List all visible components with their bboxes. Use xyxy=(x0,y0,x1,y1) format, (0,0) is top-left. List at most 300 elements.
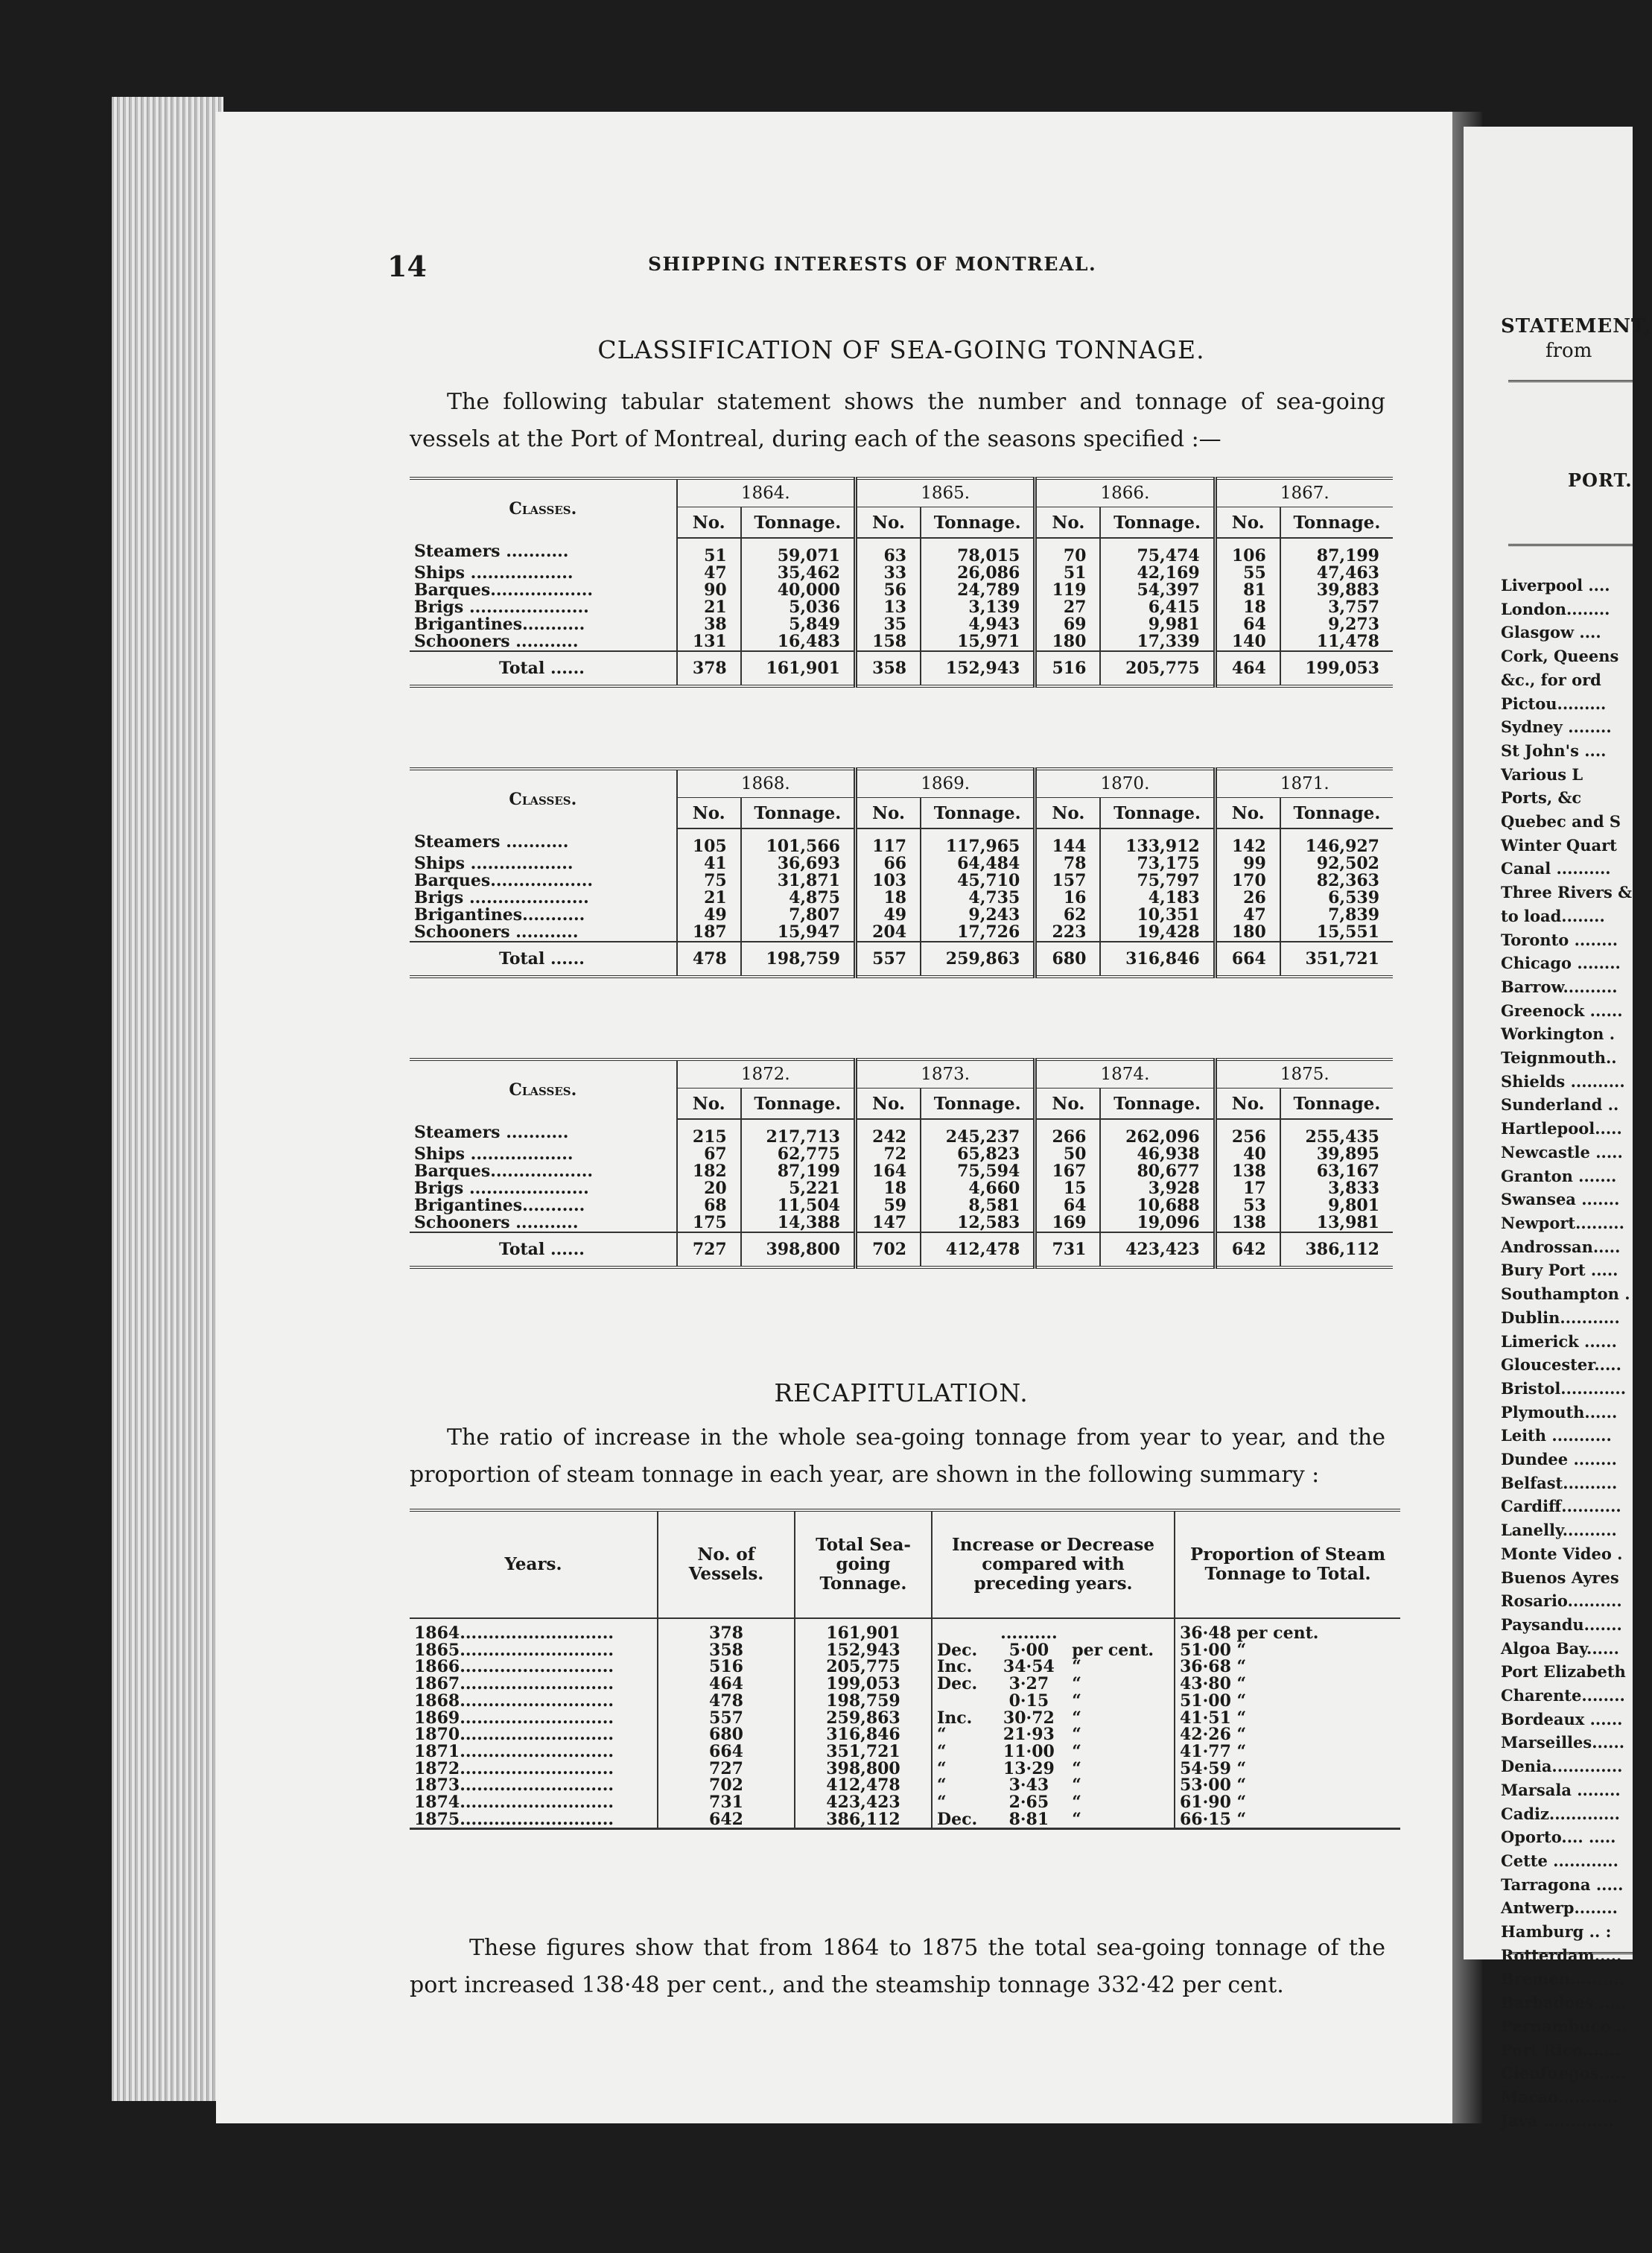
table-cell: 255,435 xyxy=(1280,1119,1393,1146)
table-cell: 4,943 xyxy=(921,616,1035,633)
recap-cell: 51·00 “ xyxy=(1175,1642,1400,1659)
port-name: Androssan..... xyxy=(1501,1237,1621,1256)
port-name: Teignmouth.. xyxy=(1501,1048,1617,1068)
year-header: 1872. xyxy=(677,1059,856,1089)
table-cell: 39,883 xyxy=(1280,582,1393,599)
table-cell: 67 xyxy=(677,1146,741,1163)
recap-cell: 8·81 xyxy=(991,1811,1068,1829)
port-name: Dublin........... xyxy=(1501,1308,1620,1327)
port-name: Hamburg .. : xyxy=(1501,1922,1612,1942)
table-cell: 14,388 xyxy=(741,1214,856,1232)
table-cell: 4,875 xyxy=(741,890,856,907)
classes-header: Classes. xyxy=(410,1059,677,1119)
recap-cell: 54·59 “ xyxy=(1175,1761,1400,1778)
recap-cell: 66·15 “ xyxy=(1175,1811,1400,1829)
table-cell: 16 xyxy=(1035,890,1101,907)
table-cell: 17,339 xyxy=(1100,633,1215,651)
recap-cell: 1864........................... xyxy=(414,1623,614,1643)
port-name: Glasgow .... xyxy=(1501,623,1601,642)
table-cell: 101,566 xyxy=(741,828,856,855)
port-name: Cette ............ xyxy=(1501,1851,1618,1870)
recap-cell: 516 xyxy=(658,1658,795,1676)
tonnage-header: Tonnage. xyxy=(921,798,1035,829)
recap-cell: “ xyxy=(932,1777,991,1794)
table-cell: 45,710 xyxy=(921,872,1035,890)
recap-row xyxy=(410,1794,1400,1811)
tonnage-header: Tonnage. xyxy=(1100,507,1215,539)
table-cell: 49 xyxy=(855,907,921,924)
table-cell: 117,965 xyxy=(921,828,1035,855)
recap-cell: 198,759 xyxy=(795,1693,932,1710)
table-cell: 117 xyxy=(855,828,921,855)
recap-cell: 259,863 xyxy=(795,1710,932,1727)
recap-cell: 680 xyxy=(658,1726,795,1743)
closing-paragraph: These figures show that from 1864 to 1875 the total sea-going tonnage of the port increased 138·48 per cent., and the steamship tonnage 332·42 per cent. xyxy=(410,1935,1385,1998)
total-cell: 680 xyxy=(1035,942,1101,977)
total-cell: 702 xyxy=(855,1232,921,1267)
total-cell: 557 xyxy=(855,942,921,977)
recap-cell: 386,112 xyxy=(795,1811,932,1829)
table-cell: 17 xyxy=(1215,1180,1280,1197)
recap-cell: “ xyxy=(1072,1690,1081,1711)
table-cell: 78,015 xyxy=(921,538,1035,565)
port-name: Rotterdam..... xyxy=(1501,1945,1622,1965)
recap-cell: 199,053 xyxy=(795,1676,932,1693)
table-cell: 24,789 xyxy=(921,582,1035,599)
year-header: 1870. xyxy=(1035,769,1215,798)
port-name: Southampton . xyxy=(1501,1284,1630,1304)
port-name: Cienfuegos..... xyxy=(1501,2064,1627,2083)
port-name: Cardiff........... xyxy=(1501,1497,1621,1516)
recap-cell: 152,943 xyxy=(795,1642,932,1659)
section-title: CLASSIFICATION OF SEA-GOING TONNAGE. xyxy=(597,335,1205,364)
recap-header-years: Years. xyxy=(410,1510,658,1618)
port-name: Pernambuco .. xyxy=(1501,2016,1627,2035)
year-header: 1873. xyxy=(855,1059,1035,1089)
table-cell: 63,167 xyxy=(1280,1163,1393,1180)
table-cell: 38 xyxy=(677,616,741,633)
table-cell: 164 xyxy=(855,1163,921,1180)
port-name: Paysandu....... xyxy=(1501,1615,1622,1634)
port-name: Denia............. xyxy=(1501,1757,1623,1776)
recap-cell: 702 xyxy=(658,1777,795,1794)
no-header: No. xyxy=(1215,798,1280,829)
table-cell: 72 xyxy=(855,1146,921,1163)
recap-cell: Dec. xyxy=(932,1676,991,1693)
port-name: Limerick ...... xyxy=(1501,1331,1617,1351)
port-name: Pictou......... xyxy=(1501,694,1607,713)
port-name: Marsala ........ xyxy=(1501,1780,1621,1799)
table-cell: 175 xyxy=(677,1214,741,1232)
tonnage-header: Tonnage. xyxy=(741,1089,856,1120)
table-cell: 50 xyxy=(1035,1146,1101,1163)
no-header: No. xyxy=(1035,1089,1101,1120)
table-cell: 5,221 xyxy=(741,1180,856,1197)
port-name: Lanelly.......... xyxy=(1501,1521,1617,1540)
port-name: Oporto.... ..... xyxy=(1501,1828,1616,1847)
recap-row xyxy=(410,1777,1400,1794)
recap-cell: “ xyxy=(932,1743,991,1761)
table-cell: 9,801 xyxy=(1280,1197,1393,1214)
year-header: 1864. xyxy=(677,478,856,507)
recap-cell: 398,800 xyxy=(795,1761,932,1778)
port-name: Tarragona ..... xyxy=(1501,1875,1624,1894)
recap-cell: 5·00 xyxy=(1008,1640,1049,1660)
total-cell: 398,800 xyxy=(741,1232,856,1267)
recap-row xyxy=(410,1710,1400,1727)
table-cell: 68 xyxy=(677,1197,741,1214)
recap-row xyxy=(410,1761,1400,1778)
recap-cell: 41·77 “ xyxy=(1175,1743,1400,1761)
recap-row xyxy=(410,1743,1400,1761)
table-cell: 19,096 xyxy=(1100,1214,1215,1232)
table-cell: 9,981 xyxy=(1100,616,1215,633)
recap-cell: “ xyxy=(932,1761,991,1778)
facing-rule xyxy=(1508,380,1633,382)
table-cell: 78 xyxy=(1035,855,1101,872)
port-name: Port Elizabeth xyxy=(1501,1662,1626,1682)
table-cell: 81 xyxy=(1215,582,1280,599)
table-cell: 217,713 xyxy=(741,1119,856,1146)
table-cell: 157 xyxy=(1035,872,1101,890)
table-cell: 56 xyxy=(855,582,921,599)
table-cell: 245,237 xyxy=(921,1119,1035,1146)
table-cell: 49 xyxy=(677,907,741,924)
total-cell: 464 xyxy=(1215,651,1280,686)
total-cell: 199,053 xyxy=(1280,651,1393,686)
facing-rule xyxy=(1508,1952,1633,1954)
tonnage-table xyxy=(410,1058,1393,1269)
table-cell: 3,139 xyxy=(921,599,1035,616)
table-cell: 7,807 xyxy=(741,907,856,924)
total-cell: 664 xyxy=(1215,942,1280,977)
table-cell: 103 xyxy=(855,872,921,890)
table-cell: 266 xyxy=(1035,1119,1101,1146)
class-name: Steamers ........... xyxy=(414,831,569,852)
port-name: Sunderland .. xyxy=(1501,1095,1619,1115)
recap-cell xyxy=(932,1618,991,1642)
recap-cell: 423,423 xyxy=(795,1794,932,1811)
table-cell: 87,199 xyxy=(741,1163,856,1180)
table-cell: 262,096 xyxy=(1100,1119,1215,1146)
recap-cell: “ xyxy=(932,1794,991,1811)
tonnage-header: Tonnage. xyxy=(921,1089,1035,1120)
table-cell: 10,351 xyxy=(1100,907,1215,924)
port-name: Newcastle ..... xyxy=(1501,1142,1623,1162)
total-cell: 161,901 xyxy=(741,651,856,686)
table-cell: 180 xyxy=(1215,924,1280,942)
facing-port-list xyxy=(1501,574,1632,2132)
recap-cell: 1866........................... xyxy=(414,1657,614,1677)
class-name: Ships .................. xyxy=(414,854,574,873)
table-cell: 59 xyxy=(855,1197,921,1214)
total-cell: 378 xyxy=(677,651,741,686)
table-cell: 12,583 xyxy=(921,1214,1035,1232)
year-header: 1867. xyxy=(1215,478,1393,507)
table-cell: 63 xyxy=(855,538,921,565)
table-cell: 3,928 xyxy=(1100,1180,1215,1197)
table-cell: 46,938 xyxy=(1100,1146,1215,1163)
recap-header-proportion: Proportion of Steam Tonnage to Total. xyxy=(1175,1510,1400,1618)
intro-paragraph: The following tabular statement shows the number and tonnage of sea-going vessels at the Port of Montreal, during each of the seasons specified :— xyxy=(410,389,1385,452)
recap-cell: 1868........................... xyxy=(414,1690,614,1711)
port-name: Rosario.......... xyxy=(1501,1591,1622,1611)
port-name: Java ............. xyxy=(1501,2111,1614,2130)
table-cell: 7,839 xyxy=(1280,907,1393,924)
recap-cell: 358 xyxy=(658,1642,795,1659)
table-cell: 138 xyxy=(1215,1163,1280,1180)
class-name: Brigs ..................... xyxy=(414,888,589,907)
table-cell: 11,504 xyxy=(741,1197,856,1214)
port-name: Winter Quart xyxy=(1501,835,1617,855)
recap-cell: 1867........................... xyxy=(414,1674,614,1694)
tonnage-table xyxy=(410,477,1393,688)
recap-cell: 34·54 xyxy=(1003,1657,1055,1677)
table-cell: 18 xyxy=(855,1180,921,1197)
table-cell: 47,463 xyxy=(1280,565,1393,582)
table-cell: 64 xyxy=(1035,1197,1101,1214)
class-name: Steamers ........... xyxy=(414,541,569,561)
table-cell: 142 xyxy=(1215,828,1280,855)
table-cell: 64 xyxy=(1215,616,1280,633)
total-cell: 259,863 xyxy=(921,942,1035,977)
recap-cell: 0·15 xyxy=(1008,1690,1049,1711)
tonnage-header: Tonnage. xyxy=(1280,1089,1393,1120)
recap-header-vessels: No. of Vessels. xyxy=(658,1510,795,1618)
recap-cell: 51·00 “ xyxy=(1175,1693,1400,1710)
port-name: Various L xyxy=(1501,764,1583,784)
port-name: Cadiz............. xyxy=(1501,1804,1620,1823)
table-cell: 18 xyxy=(855,890,921,907)
table-cell: 146,927 xyxy=(1280,828,1393,855)
table-cell: 75 xyxy=(677,872,741,890)
class-name: Barques.................. xyxy=(414,580,594,600)
table-cell: 13,981 xyxy=(1280,1214,1393,1232)
table-cell: 105 xyxy=(677,828,741,855)
recap-row xyxy=(410,1726,1400,1743)
year-header: 1866. xyxy=(1035,478,1215,507)
recap-cell: Inc. xyxy=(932,1658,991,1676)
recap-paragraph: The ratio of increase in the whole sea-going tonnage from year to year, and the proportion of steam tonnage in each year, are shown in the following summary : xyxy=(410,1425,1385,1488)
port-name: Barrow.......... xyxy=(1501,977,1618,996)
port-name: Ports, &c xyxy=(1501,788,1582,808)
total-label: Total ...... xyxy=(410,942,677,977)
table-cell: 147 xyxy=(855,1214,921,1232)
table-cell: 69 xyxy=(1035,616,1101,633)
table-cell: 6,415 xyxy=(1100,599,1215,616)
port-name: Antwerp........ xyxy=(1501,1898,1618,1918)
recap-cell: 36·48 per cent. xyxy=(1175,1618,1400,1642)
recap-cell: 1875........................... xyxy=(410,1811,658,1829)
year-header: 1875. xyxy=(1215,1059,1393,1089)
tonnage-header: Tonnage. xyxy=(1100,1089,1215,1120)
year-header: 1865. xyxy=(855,478,1035,507)
recap-cell: “ xyxy=(1067,1811,1175,1829)
table-cell: 64,484 xyxy=(921,855,1035,872)
table-cell: 35,462 xyxy=(741,565,856,582)
class-name: Barques.................. xyxy=(414,871,594,890)
table-cell: 66 xyxy=(855,855,921,872)
table-cell: 27 xyxy=(1035,599,1101,616)
port-name: Workington . xyxy=(1501,1024,1616,1044)
table-cell: 15,947 xyxy=(741,924,856,942)
recap-cell: 412,478 xyxy=(795,1777,932,1794)
table-cell: 17,726 xyxy=(921,924,1035,942)
recap-cell: 478 xyxy=(658,1693,795,1710)
table-cell: 59,071 xyxy=(741,538,856,565)
recap-row xyxy=(410,1693,1400,1710)
port-name: Shields .......... xyxy=(1501,1071,1625,1091)
port-name: Toronto ........ xyxy=(1501,930,1618,949)
recap-cell: 1874........................... xyxy=(414,1793,614,1813)
class-name: Barques.................. xyxy=(414,1162,594,1181)
recap-cell: 36·68 “ xyxy=(1175,1658,1400,1676)
recap-cell: 1869........................... xyxy=(414,1708,614,1728)
table-cell: 47 xyxy=(1215,907,1280,924)
table-cell: 90 xyxy=(677,582,741,599)
no-header: No. xyxy=(677,507,741,539)
classes-header: Classes. xyxy=(410,478,677,538)
total-cell: 642 xyxy=(1215,1232,1280,1267)
recap-table xyxy=(410,1509,1400,1830)
tonnage-header: Tonnage. xyxy=(1280,798,1393,829)
total-cell: 731 xyxy=(1035,1232,1101,1267)
page-number: 14 xyxy=(387,250,427,283)
recap-cell: 53·00 “ xyxy=(1175,1777,1400,1794)
no-header: No. xyxy=(1215,1089,1280,1120)
table-cell: 26,086 xyxy=(921,565,1035,582)
recap-cell: 557 xyxy=(658,1710,795,1727)
table-cell: 31,871 xyxy=(741,872,856,890)
recap-cell: “ xyxy=(1072,1708,1081,1728)
total-cell: 423,423 xyxy=(1100,1232,1215,1267)
recap-cell: 11·00 xyxy=(1003,1741,1055,1761)
facing-title: STATEMENT, xyxy=(1501,315,1652,338)
table-cell: 92,502 xyxy=(1280,855,1393,872)
recap-cell: “ xyxy=(932,1726,991,1743)
table-cell: 42,169 xyxy=(1100,565,1215,582)
recap-cell: 642 xyxy=(658,1811,795,1829)
recap-cell: 1873........................... xyxy=(414,1775,614,1796)
recap-cell: .......... xyxy=(1000,1623,1058,1643)
port-name: Sydney ........ xyxy=(1501,717,1612,737)
table-cell: 6,539 xyxy=(1280,890,1393,907)
port-name: Plymouth...... xyxy=(1501,1402,1618,1422)
recap-cell: 731 xyxy=(658,1794,795,1811)
port-name: Belfast.......... xyxy=(1501,1473,1618,1492)
table-cell: 99 xyxy=(1215,855,1280,872)
total-cell: 516 xyxy=(1035,651,1101,686)
table-cell: 13 xyxy=(855,599,921,616)
table-cell: 21 xyxy=(677,890,741,907)
port-name: &c., for ord xyxy=(1501,670,1601,689)
tonnage-header: Tonnage. xyxy=(921,507,1035,539)
table-cell: 187 xyxy=(677,924,741,942)
total-cell: 316,846 xyxy=(1100,942,1215,977)
recap-cell: 161,901 xyxy=(795,1618,932,1642)
recap-cell: 316,846 xyxy=(795,1726,932,1743)
recap-header-tonnage: Total Sea-going Tonnage. xyxy=(795,1510,932,1618)
tonnage-header: Tonnage. xyxy=(741,798,856,829)
port-name: Newport......... xyxy=(1501,1213,1624,1232)
table-cell: 80,677 xyxy=(1100,1163,1215,1180)
table-cell: 70 xyxy=(1035,538,1101,565)
classes-header: Classes. xyxy=(410,769,677,828)
total-cell: 198,759 xyxy=(741,942,856,977)
port-name: Leith ........... xyxy=(1501,1426,1612,1445)
recap-cell xyxy=(932,1693,991,1710)
port-name: Greenock ...... xyxy=(1501,1001,1623,1020)
table-cell: 11,478 xyxy=(1280,633,1393,651)
table-cell: 106 xyxy=(1215,538,1280,565)
table-cell: 9,273 xyxy=(1280,616,1393,633)
recap-cell: 30·72 xyxy=(1003,1708,1055,1728)
no-header: No. xyxy=(855,1089,921,1120)
year-header: 1874. xyxy=(1035,1059,1215,1089)
recap-cell: 3·27 xyxy=(1008,1674,1049,1694)
class-name: Ships .................. xyxy=(414,563,574,583)
table-cell: 138 xyxy=(1215,1214,1280,1232)
table-cell: 144 xyxy=(1035,828,1101,855)
port-name: Bury Port ..... xyxy=(1501,1261,1618,1280)
tonnage-header: Tonnage. xyxy=(1100,798,1215,829)
port-name: Bremen.......... xyxy=(1501,1969,1625,1989)
recap-row xyxy=(410,1658,1400,1676)
table-cell: 4,735 xyxy=(921,890,1035,907)
facing-subtitle: from xyxy=(1545,340,1592,362)
recap-cell: 205,775 xyxy=(795,1658,932,1676)
table-cell: 35 xyxy=(855,616,921,633)
no-header: No. xyxy=(677,1089,741,1120)
port-name: Gloucester..... xyxy=(1501,1355,1621,1375)
table-cell: 62,775 xyxy=(741,1146,856,1163)
table-cell: 19,428 xyxy=(1100,924,1215,942)
port-name: Cork, Queens xyxy=(1501,647,1619,666)
table-cell: 169 xyxy=(1035,1214,1101,1232)
port-name: Liverpool .... xyxy=(1501,576,1610,595)
recap-cell: 1871........................... xyxy=(414,1741,614,1761)
recap-cell: 1865........................... xyxy=(414,1640,614,1660)
table-cell: 36,693 xyxy=(741,855,856,872)
table-cell: 75,594 xyxy=(921,1163,1035,1180)
class-name: Schooners ........... xyxy=(414,1213,579,1232)
table-cell: 73,175 xyxy=(1100,855,1215,872)
recap-header-change: Increase or Decrease compared with preceding years. xyxy=(932,1510,1175,1618)
class-name: Brigantines........... xyxy=(414,905,585,925)
table-cell: 119 xyxy=(1035,582,1101,599)
class-name: Brigs ..................... xyxy=(414,598,589,617)
table-cell: 170 xyxy=(1215,872,1280,890)
recap-cell: Inc. xyxy=(932,1710,991,1727)
table-cell: 182 xyxy=(677,1163,741,1180)
recap-cell: “ xyxy=(1072,1758,1081,1778)
port-name: Bordeaux ...... xyxy=(1501,1709,1623,1728)
recap-cell: 378 xyxy=(658,1618,795,1642)
table-cell: 47 xyxy=(677,565,741,582)
recap-cell: 351,721 xyxy=(795,1743,932,1761)
table-cell: 33 xyxy=(855,565,921,582)
table-cell: 20 xyxy=(677,1180,741,1197)
total-cell: 386,112 xyxy=(1280,1232,1393,1267)
table-cell: 15,551 xyxy=(1280,924,1393,942)
table-cell: 180 xyxy=(1035,633,1101,651)
table-cell: 55 xyxy=(1215,565,1280,582)
table-cell: 40 xyxy=(1215,1146,1280,1163)
recap-cell: “ xyxy=(1072,1741,1081,1761)
table-cell: 9,243 xyxy=(921,907,1035,924)
tonnage-table xyxy=(410,767,1393,978)
port-name: Port Rico....... xyxy=(1501,2040,1621,2059)
